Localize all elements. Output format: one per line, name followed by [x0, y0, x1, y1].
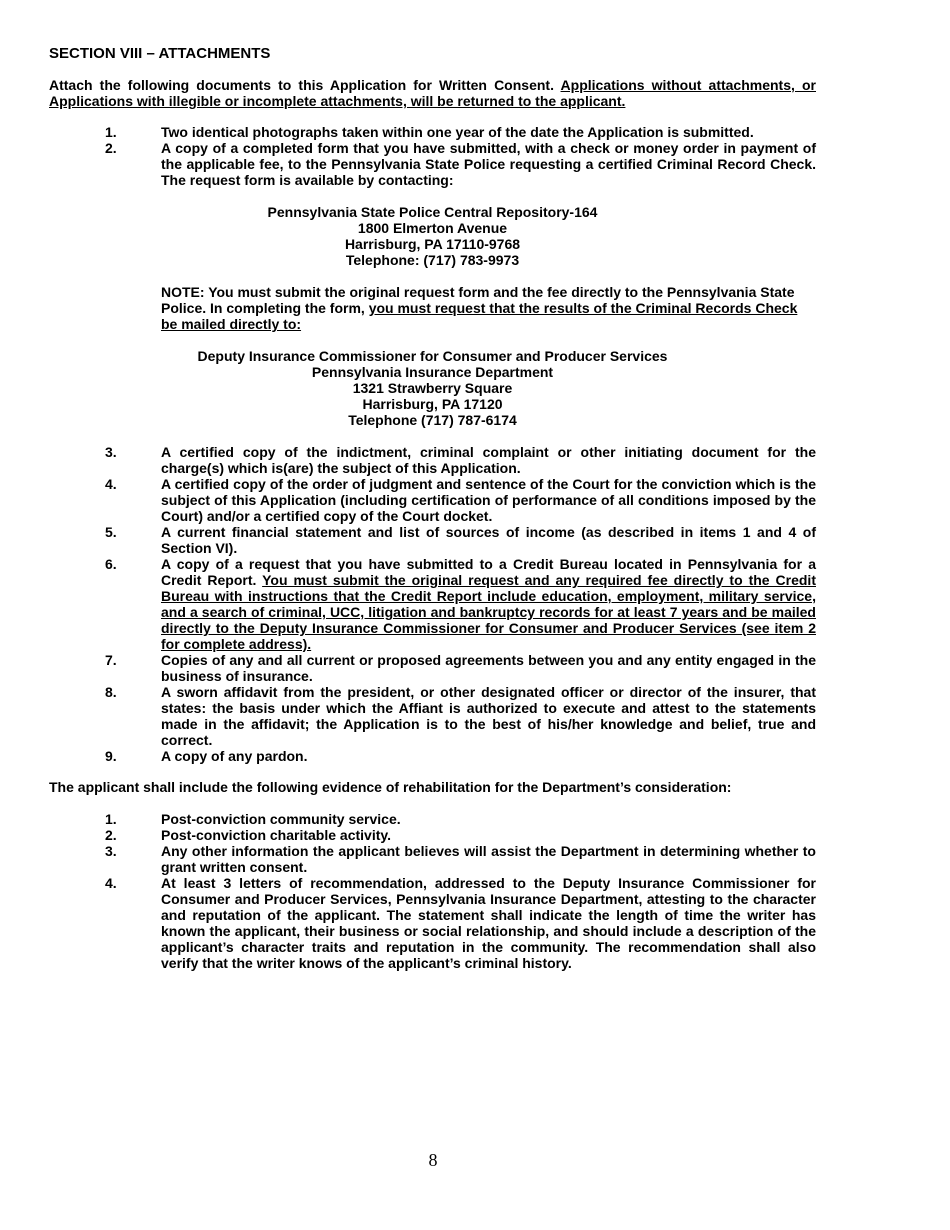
item-number: 4.	[105, 875, 117, 891]
item-text: Copies of any and all current or proposed agreements between you and any entity engaged in the business of insurance.	[161, 652, 816, 684]
item-text: A current financial statement and list of sources of income (as described in items 1 and 4 of Section VI).	[161, 524, 816, 556]
item-number: 2.	[105, 140, 117, 156]
item-number: 4.	[105, 476, 117, 492]
dept-address-line: Harrisburg, PA 17120	[362, 396, 503, 412]
intro-warning: Applications without attachments, or Applications with illegible or incomplete attachments, will be returned to the applicant.	[49, 77, 816, 109]
list-item	[49, 875, 816, 971]
department-address-block	[49, 348, 816, 428]
item-text: A copy of any pardon.	[161, 748, 308, 764]
item-text	[161, 556, 816, 652]
dept-address-line: Telephone (717) 787-6174	[348, 412, 517, 428]
dept-address-line: 1321 Strawberry Square	[352, 380, 513, 396]
dept-address-line: Pennsylvania Insurance Department	[311, 364, 554, 380]
item-text: A sworn affidavit from the president, or other designated officer or director of the insurer, that states: the basis under which the Affiant is authorized to execute and attest to the statements made in the affidavit; the Application is to the best of his/her knowledge and belief, true and correct.	[161, 684, 816, 748]
item-text: Post-conviction charitable activity.	[161, 827, 392, 843]
list-item	[49, 811, 816, 827]
credit-report-text: A copy of a request that you have submitted to a Credit Bureau located in Pennsylvania for a Credit Report.	[161, 556, 816, 588]
item-number: 9.	[105, 748, 117, 764]
item-text: Any other information the applicant believes will assist the Department in determining whether to grant written consent.	[161, 843, 816, 875]
dept-address-line: Deputy Insurance Commissioner for Consumer and Producer Services	[197, 348, 668, 364]
list-item	[49, 684, 816, 748]
item-text: Two identical photographs taken within one year of the date the Application is submitted.	[161, 124, 754, 140]
credit-report-instruction: You must submit the original request and any required fee directly to the Credit Bureau with instructions that the Credit Report include education, employment, military service, and a search of criminal, UCC, litigation and bankruptcy records for at least 7 years and be mailed directly to the Deputy Insurance Commissioner for Consumer and Producer Services (see item 2 for complete address).	[161, 572, 816, 652]
intro-text: Attach the following documents to this Application for Written Consent.	[49, 77, 561, 93]
note-instruction: you must request that the results of the Criminal Records Check be mailed directly to:	[161, 300, 798, 332]
list-item	[49, 748, 816, 764]
list-item	[49, 140, 816, 188]
psp-address-line: Harrisburg, PA 17110-9768	[344, 236, 521, 252]
section-title: SECTION VIII – ATTACHMENTS	[49, 45, 271, 62]
item-number: 3.	[105, 843, 117, 859]
item-text: A copy of a completed form that you have submitted, with a check or money order in payment of the applicable fee, to the Pennsylvania State Police requesting a certified Criminal Record Check. The request form is available by contacting:	[161, 140, 816, 188]
list-item	[49, 124, 816, 140]
item-text: At least 3 letters of recommendation, addressed to the Deputy Insurance Commissioner for Consumer and Producer Services, Pennsylvania Insurance Department, attesting to the character and reputation of the applicant. The statement shall indicate the length of time the writer has known the applicant, their business or social relationship, and should include a description of the applicant’s character traits and reputation in the community. The recommendation shall also verify that the writer knows of the applicant’s criminal history.	[161, 875, 816, 971]
rehabilitation-intro: The applicant shall include the following evidence of rehabilitation for the Department’s consideration:	[49, 779, 732, 795]
item-number: 6.	[105, 556, 117, 572]
item-text: A certified copy of the indictment, criminal complaint or other initiating document for the charge(s) which is(are) the subject of this Application.	[161, 444, 816, 476]
list-item	[49, 444, 816, 476]
item-number: 1.	[105, 811, 117, 827]
list-item	[49, 827, 816, 843]
psp-address-line: Pennsylvania State Police Central Repository-164	[267, 204, 598, 220]
psp-address-line: Telephone: (717) 783-9973	[345, 252, 520, 268]
page-number: 8	[428, 1150, 438, 1170]
document-page	[49, 45, 816, 971]
list-item	[49, 524, 816, 556]
item-number: 2.	[105, 827, 117, 843]
list-item	[49, 843, 816, 875]
note-text: NOTE: You must submit the original request form and the fee directly to the Pennsylvania State Police. In completing the form,	[161, 284, 795, 316]
item-number: 8.	[105, 684, 117, 700]
psp-address-line: 1800 Elmerton Avenue	[357, 220, 508, 236]
list-item	[49, 556, 816, 652]
item-number: 5.	[105, 524, 117, 540]
attachments-list	[49, 124, 816, 188]
list-item	[49, 476, 816, 524]
item-number: 7.	[105, 652, 117, 668]
item-number: 3.	[105, 444, 117, 460]
item-text: A certified copy of the order of judgment and sentence of the Court for the conviction which is the subject of this Application (including certification of performance of all conditions imposed by the Court) and/or a certified copy of the Court docket.	[161, 476, 816, 524]
item-text: Post-conviction community service.	[161, 811, 401, 827]
intro-paragraph	[49, 77, 816, 109]
rehabilitation-list	[49, 811, 816, 971]
psp-address-block	[49, 204, 816, 268]
item-number: 1.	[105, 124, 117, 140]
list-item	[49, 652, 816, 684]
attachments-list-continued	[49, 444, 816, 764]
note-paragraph	[161, 284, 816, 332]
